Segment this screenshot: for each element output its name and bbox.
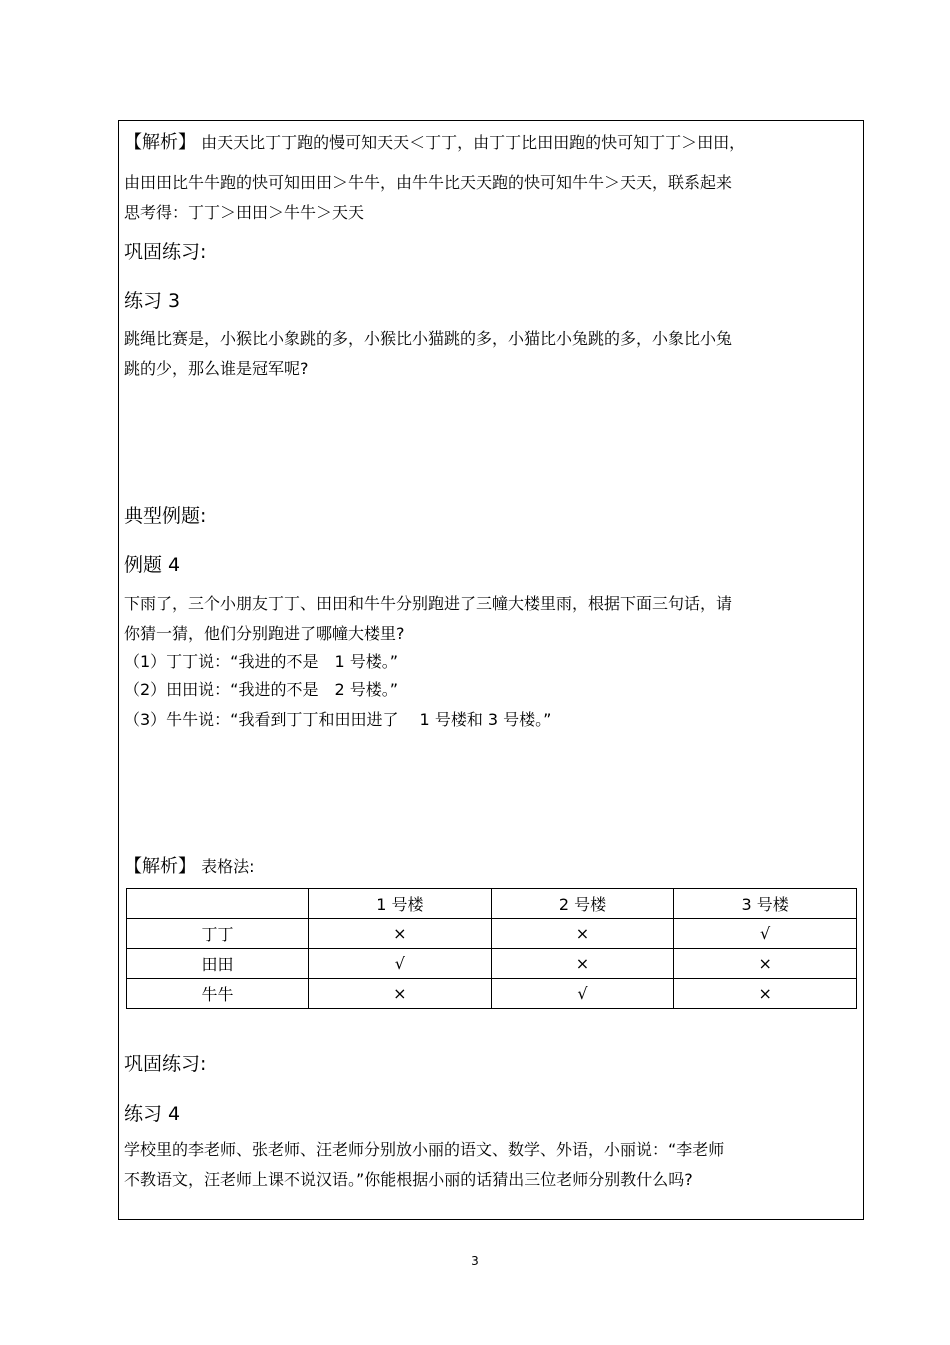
page-number: 3	[471, 1254, 479, 1268]
table-cell: 丁丁	[127, 919, 309, 949]
building-table	[126, 888, 857, 1009]
analysis-1-text: 由天天比丁丁跑的慢可知天天＜丁丁，由丁丁比田田跑的快可知丁丁＞田田，	[201, 133, 746, 152]
table-header-cell: 3 号楼	[674, 889, 857, 919]
table-cell: ×	[309, 979, 492, 1009]
table-cell: ×	[674, 979, 857, 1009]
analysis-label: 【解析】	[124, 856, 196, 877]
exercise-3-line-1: 跳绳比赛是，小猴比小象跳的多，小猴比小猫跳的多，小猫比小兔跳的多，小象比小兔	[124, 329, 733, 348]
table-row	[127, 949, 857, 979]
table-cell: 牛牛	[127, 979, 309, 1009]
exercise-4-title: 练习 4	[124, 1103, 181, 1125]
table-cell: 田田	[127, 949, 309, 979]
table-cell: √	[674, 919, 857, 949]
example-4-line-3: （1）丁丁说：“我进的不是 1 号楼。”	[124, 652, 399, 671]
table-header-cell	[127, 889, 309, 919]
analysis-1-line-3: 思考得：丁丁＞田田＞牛牛＞天天	[124, 203, 365, 222]
table-cell: ×	[309, 919, 492, 949]
table-cell: ×	[491, 949, 674, 979]
table-header-row	[127, 889, 857, 919]
exercise-4-line-1: 学校里的李老师、张老师、汪老师分别放小丽的语文、数学、外语，小丽说：“李老师	[124, 1140, 725, 1159]
analysis-label: 【解析】	[124, 132, 196, 153]
table-cell: √	[491, 979, 674, 1009]
analysis-1-line-1	[124, 133, 745, 153]
exercise-4-line-2: 不教语文，汪老师上课不说汉语。”你能根据小丽的话猜出三位老师分别教什么吗?	[124, 1170, 693, 1189]
example-4-line-5: （3）牛牛说：“我看到丁丁和田田进了 1 号楼和 3 号楼。”	[124, 710, 552, 729]
practice-heading: 巩固练习:	[124, 241, 207, 263]
analysis-2-text: 表格法:	[201, 857, 255, 876]
practice-heading: 巩固练习:	[124, 1053, 207, 1075]
analysis-1-line-2: 由田田比牛牛跑的快可知田田＞牛牛，由牛牛比天天跑的快可知牛牛＞天天，联系起来	[124, 173, 733, 192]
table-cell: ×	[674, 949, 857, 979]
exercise-3-title: 练习 3	[124, 290, 181, 312]
table-cell: √	[309, 949, 492, 979]
table-row	[127, 919, 857, 949]
example-4-title: 例题 4	[124, 554, 181, 576]
example-4-line-1: 下雨了，三个小朋友丁丁、田田和牛牛分别跑进了三幢大楼里雨，根据下面三句话，请	[124, 594, 733, 613]
table-row	[127, 979, 857, 1009]
example-4-line-2: 你猜一猜，他们分别跑进了哪幢大楼里?	[124, 624, 405, 643]
table-header-cell: 1 号楼	[309, 889, 492, 919]
example-4-line-4: （2）田田说：“我进的不是 2 号楼。”	[124, 680, 399, 699]
analysis-2-line	[124, 857, 255, 877]
exercise-3-line-2: 跳的少，那么谁是冠军呢?	[124, 359, 309, 378]
table-header-cell: 2 号楼	[491, 889, 674, 919]
typical-examples-heading: 典型例题:	[124, 505, 207, 527]
table-cell: ×	[491, 919, 674, 949]
